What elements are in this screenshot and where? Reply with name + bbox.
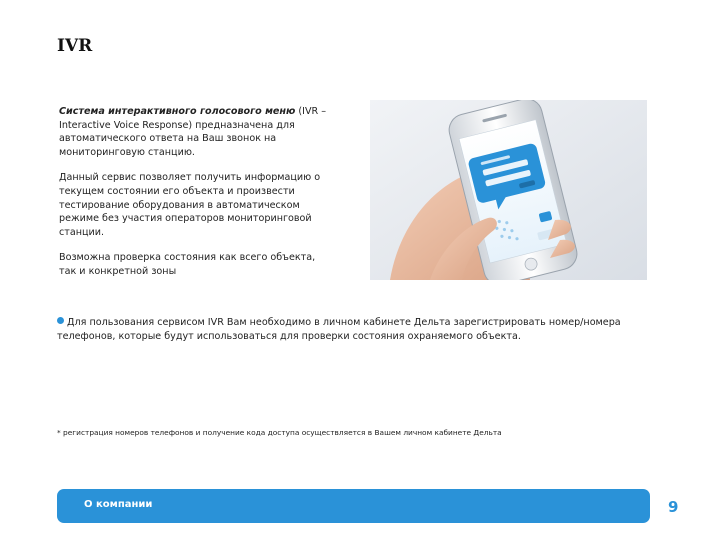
bullet-dot-icon [57, 317, 64, 324]
phone-illustration [370, 100, 647, 280]
footnote: * регистрация номеров телефонов и получение кода доступа осуществляется в Вашем личном кабинете Дельта [57, 428, 502, 437]
page-number: 9 [668, 498, 679, 516]
footer-bar [57, 489, 650, 523]
slide-title: IVR [57, 36, 93, 56]
intro-paragraph-1 [59, 105, 329, 159]
intro-lead-rest: (IVR – Interactive Voice Response) предназначена для автоматического ответа на Ваш звонок на мониторинговую станцию. [59, 106, 327, 158]
phone-in-hand-photo [370, 100, 647, 280]
intro-text [59, 105, 329, 291]
intro-paragraph-2: Данный сервис позволяет получить информацию о текущем состоянии его объекта и произвести тестирование оборудования в автоматическом режиме без участия операторов мониторинговой станции. [59, 172, 321, 238]
usage-note-text: Для пользования сервисом IVR Вам необходимо в личном кабинете Дельта зарегистрировать номер/номера телефонов, которые будут использоваться для проверки состояния охраняемого объекта. [57, 317, 621, 342]
intro-lead: Система интерактивного голосового меню [59, 106, 296, 117]
usage-note [57, 316, 657, 343]
about-company-link[interactable]: О компании [84, 499, 153, 510]
intro-paragraph-3: Возможна проверка состояния как всего объекта, так и конкретной зоны [59, 252, 316, 277]
